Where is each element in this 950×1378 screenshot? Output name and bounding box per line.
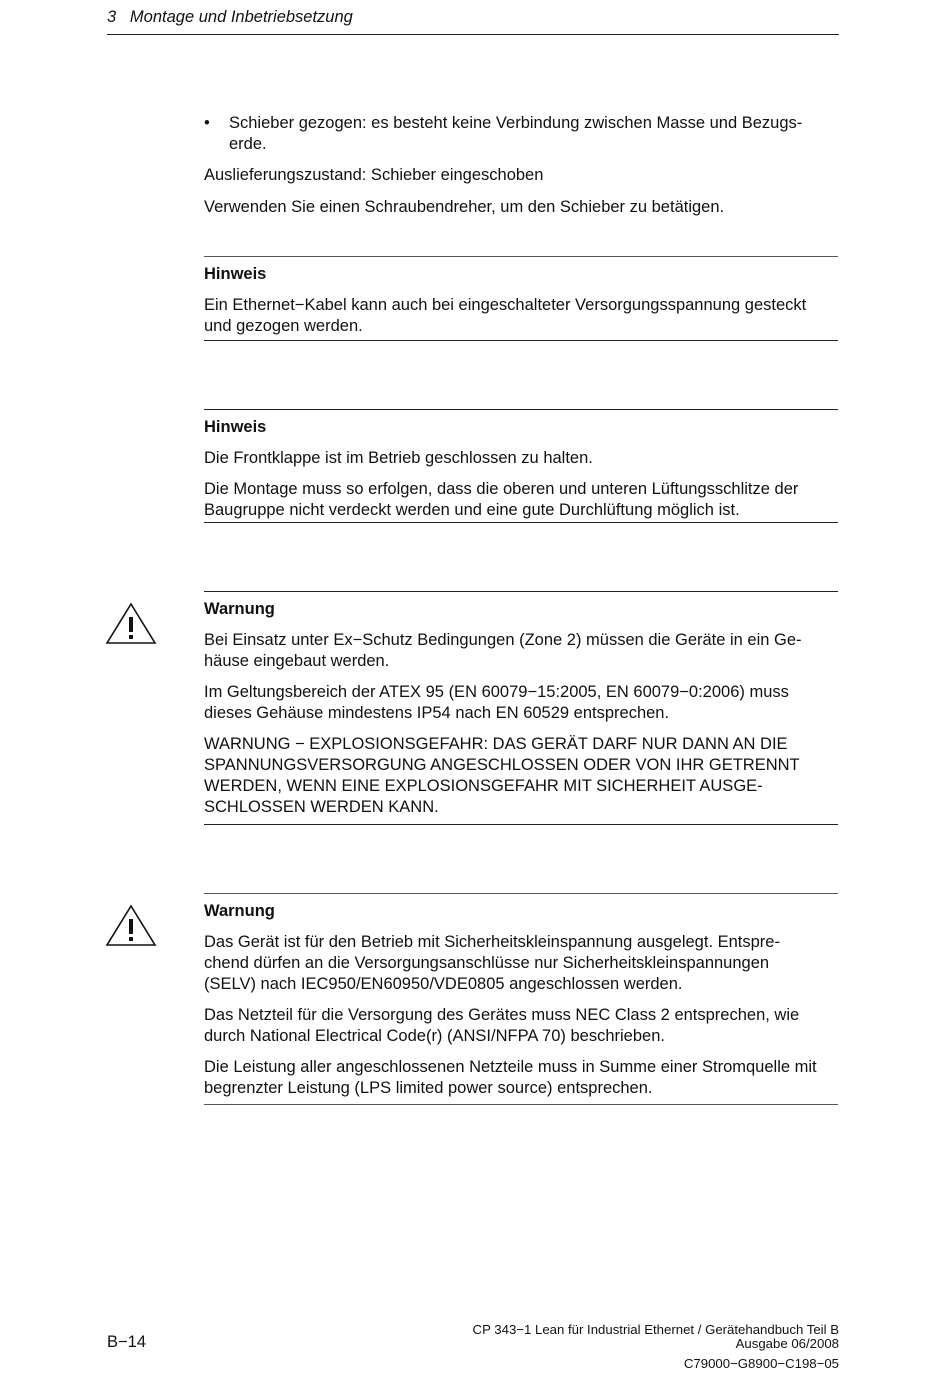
warning2-text-3: Die Leistung aller angeschlossenen Netzteile muss in Summe einer Stromquelle mit begrenzter Leistung (LPS limited power source) entsprechen.: [204, 1058, 817, 1097]
running-header: 3 Montage und Inbetriebsetzung: [107, 8, 353, 26]
header-rule: [107, 34, 839, 35]
warning1-text-1: Bei Einsatz unter Ex−Schutz Bedingungen (Zone 2) müssen die Geräte in ein Ge- häuse eingebaut werden.: [204, 631, 802, 670]
delivery-state-text: Auslieferungszustand: Schieber eingeschoben: [204, 166, 544, 184]
warning2: [204, 901, 838, 1099]
footer-edition: Ausgabe 06/2008: [735, 1336, 839, 1351]
footer-title: [473, 1323, 839, 1351]
warning1-top-rule: [204, 591, 838, 592]
delivery-state-paragraph: [204, 165, 838, 186]
warning2-title: Warnung: [204, 902, 275, 920]
note1-title: Hinweis: [204, 265, 267, 283]
warning1-text-2: Im Geltungsbereich der ATEX 95 (EN 60079−15:2005, EN 60079−0:2006) muss dieses Gehäuse mindestens IP54 nach EN 60529 entsprechen.: [204, 683, 789, 722]
bullet-item: [204, 113, 838, 155]
note1-top-rule: [204, 256, 838, 257]
warning1-title: Warnung: [204, 600, 275, 618]
warning2-bottom-rule: [204, 1104, 838, 1105]
page-number: B−14: [107, 1333, 146, 1351]
warning1: [204, 599, 838, 818]
bullet-symbol: •: [204, 114, 210, 132]
note1-bottom-rule: [204, 340, 838, 341]
warning1-bottom-rule: [204, 824, 838, 825]
note1-text: Ein Ethernet−Kabel kann auch bei eingeschalteter Versorgungsspannung gesteckt und gezogen werden.: [204, 296, 807, 335]
warning-triangle-icon: [105, 602, 157, 644]
note1: [204, 264, 838, 337]
note2-text-1: Die Frontklappe ist im Betrieb geschlossen zu halten.: [204, 449, 593, 467]
note2-top-rule: [204, 409, 838, 410]
note2-text-2: Die Montage muss so erfolgen, dass die oberen und unteren Lüftungsschlitze der Baugruppe nicht verdeckt werden und eine gute Durchlüftung möglich ist.: [204, 480, 799, 519]
warning-triangle-icon: [105, 904, 157, 946]
screwdriver-paragraph: [204, 197, 838, 218]
bullet-text: Schieber gezogen: es besteht keine Verbindung zwischen Masse und Bezugs- erde.: [229, 114, 803, 153]
screwdriver-text: Verwenden Sie einen Schraubendreher, um den Schieber zu betätigen.: [204, 198, 725, 216]
warning2-top-rule: [204, 893, 838, 894]
warning2-text-1: Das Gerät ist für den Betrieb mit Sicherheitskleinspannung ausgelegt. Entspre- chend dürfen an die Versorgungsanschlüsse nur Sicherheitskleinspannungen (SELV) nach IEC950/EN60950/VDE0805 angeschlossen werden.: [204, 933, 780, 993]
note2: [204, 417, 838, 521]
note2-bottom-rule: [204, 522, 838, 523]
footer-manual-title: CP 343−1 Lean für Industrial Ethernet / Gerätehandbuch Teil B: [472, 1322, 839, 1337]
note2-title: Hinweis: [204, 418, 267, 436]
footer-doc-number: C79000−G8900−C198−05: [683, 1356, 839, 1371]
warning1-text-3: WARNUNG − EXPLOSIONSGEFAHR: DAS GERÄT DARF NUR DANN AN DIE SPANNUNGSVERSORGUNG ANGESCHLOSSEN ODER VON IHR GETRENNT WERDEN, WENN EINE EXPLOSIONSGEFAHR MIT SICHERHEIT AUSGE- SCHLOSSEN WERDEN KANN.: [204, 735, 800, 816]
warning2-text-2: Das Netzteil für die Versorgung des Gerätes muss NEC Class 2 entsprechen, wie durch National Electrical Code(r) (ANSI/NFPA 70) beschrieben.: [204, 1006, 800, 1045]
